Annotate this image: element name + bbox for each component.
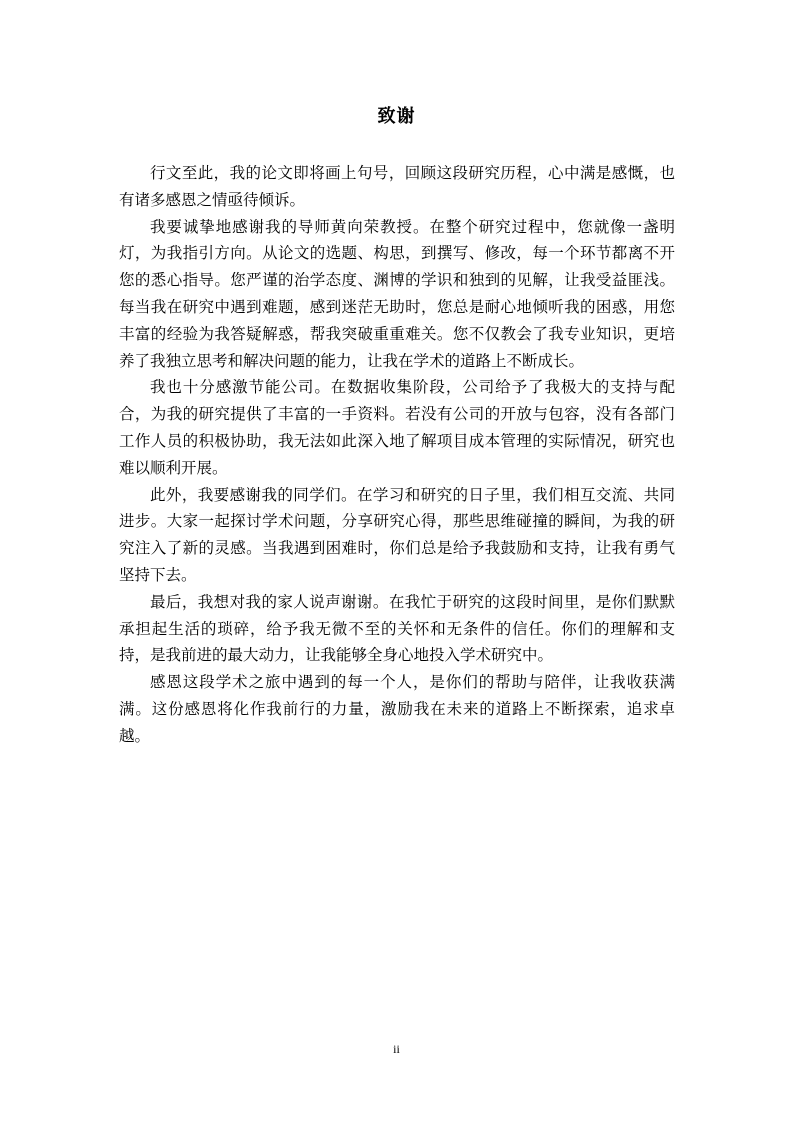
paragraph: 感恩这段学术之旅中遇到的每一个人，是你们的帮助与陪伴，让我收获满满。这份感恩将化作我前行的力量，激励我在未来的道路上不断探索，追求卓越。 xyxy=(119,673,675,745)
paragraph: 我要诚挚地感谢我的导师黄向荣教授。在整个研究过程中，您就像一盏明灯，为我指引方向。从论文的选题、构思，到撰写、修改，每一个环节都离不开您的悉心指导。您严谨的治学态度、渊博的学识和独到的见解，让我受益匪浅。每当我在研究中遇到难题，感到迷茫无助时，您总是耐心地倾听我的困惑，用您丰富的经验为我答疑解惑，帮我突破重重难关。您不仅教会了我专业知识，更培养了我独立思考和解决问题的能力，让我在学术的道路上不断成长。 xyxy=(119,217,675,370)
page-title: 致谢 xyxy=(377,106,416,127)
paragraph: 最后，我想对我的家人说声谢谢。在我忙于研究的这段时间里，是你们默默承担起生活的琐碎，给予我无微不至的关怀和无条件的信任。你们的理解和支持，是我前进的最大动力，让我能够全身心地投入学术研究中。 xyxy=(119,592,675,665)
paragraph: 此外，我要感谢我的同学们。在学习和研究的日子里，我们相互交流、共同进步。大家一起探讨学术问题，分享研究心得，那些思维碰撞的瞬间，为我的研究注入了新的灵感。当我遇到困难时，你们总是给予我鼓励和支持，让我有勇气坚持下去。 xyxy=(119,485,675,584)
page-number: ii xyxy=(393,1042,400,1056)
acknowledgement-body xyxy=(119,160,675,750)
paragraph: 我也十分感激节能公司。在数据收集阶段，公司给予了我极大的支持与配合，为我的研究提供了丰富的一手资料。若没有公司的开放与包容，没有各部门工作人员的积极协助，我无法如此深入地了解项目成本管理的实际情况，研究也难以顺利开展。 xyxy=(119,378,675,477)
paragraph: 行文至此，我的论文即将画上句号，回顾这段研究历程，心中满是感慨，也有诸多感恩之情亟待倾诉。 xyxy=(119,164,675,209)
